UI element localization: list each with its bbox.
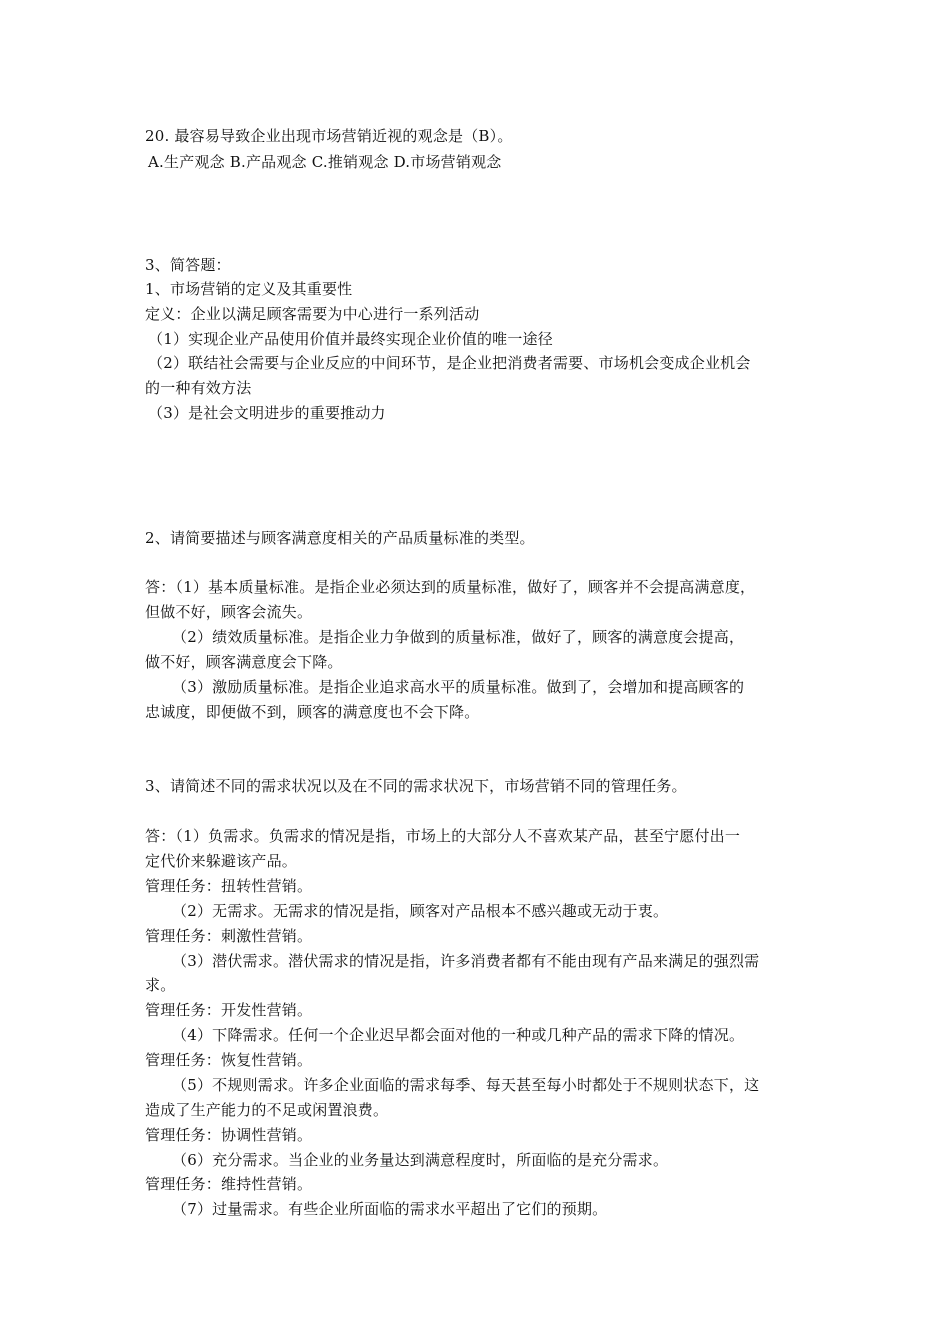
sa2-answer1-line1: 答：（1）基本质量标准。是指企业必须达到的质量标准，做好了，顾客并不会提高满意度， [145, 578, 756, 596]
sa3-task6: 管理任务：维持性营销。 [145, 1175, 313, 1193]
sa1-title: 1、市场营销的定义及其重要性 [145, 280, 353, 298]
sa3-demand3-line2: 求。 [145, 976, 176, 994]
q20-question: 20. 最容易导致企业出现市场营销近视的观念是（B）。 [145, 127, 513, 145]
sa2-title: 2、请简要描述与顾客满意度相关的产品质量标准的类型。 [145, 529, 535, 547]
sa1-point2-line1: （2）联结社会需要与企业反应的中间环节，是企业把消费者需要、市场机会变成企业机会 [148, 354, 751, 372]
sa3-demand5-line2: 造成了生产能力的不足或闲置浪费。 [145, 1101, 389, 1119]
sa2-answer1-line2: 但做不好，顾客会流失。 [145, 603, 313, 621]
sa3-task5: 管理任务：协调性营销。 [145, 1126, 313, 1144]
sa3-demand4: （4）下降需求。任何一个企业迟早都会面对他的一种或几种产品的需求下降的情况。 [172, 1026, 745, 1044]
sa3-demand1-line1: 答：（1）负需求。负需求的情况是指，市场上的大部分人不喜欢某产品，甚至宁愿付出一 [145, 827, 741, 845]
sa3-demand7: （7）过量需求。有些企业所面临的需求水平超出了它们的预期。 [172, 1200, 608, 1218]
sa2-answer2-line2: 做不好，顾客满意度会下降。 [145, 653, 343, 671]
sa3-demand1-line2: 定代价来躲避该产品。 [145, 852, 298, 870]
sa3-demand5-line1: （5）不规则需求。许多企业面临的需求每季、每天甚至每小时都处于不规则状态下，这 [172, 1076, 760, 1094]
sa1-point3: （3）是社会文明进步的重要推动力 [148, 404, 386, 422]
sa2-answer3-line2: 忠诚度，即便做不到，顾客的满意度也不会下降。 [145, 703, 480, 721]
sa2-answer2-line1: （2）绩效质量标准。是指企业力争做到的质量标准，做好了，顾客的满意度会提高， [172, 628, 745, 646]
sa1-point1: （1）实现企业产品使用价值并最终实现企业价值的唯一途径 [148, 330, 553, 348]
sa3-demand2: （2）无需求。无需求的情况是指，顾客对产品根本不感兴趣或无动于衷。 [172, 902, 669, 920]
sa3-task4: 管理任务：恢复性营销。 [145, 1051, 313, 1069]
sa3-task2: 管理任务：刺激性营销。 [145, 927, 313, 945]
sa3-task3: 管理任务：开发性营销。 [145, 1001, 313, 1019]
sa2-answer3-line1: （3）激励质量标准。是指企业追求高水平的质量标准。做到了，会增加和提高顾客的 [172, 678, 745, 696]
section-heading: 3、简答题： [145, 256, 231, 274]
sa3-task1: 管理任务：扭转性营销。 [145, 877, 313, 895]
sa1-point2-line2: 的一种有效方法 [145, 379, 252, 397]
sa3-demand6: （6）充分需求。当企业的业务量达到满意程度时，所面临的是充分需求。 [172, 1151, 669, 1169]
sa3-demand3-line1: （3）潜伏需求。潜伏需求的情况是指，许多消费者都有不能由现有产品来满足的强烈需 [172, 952, 760, 970]
q20-options: A.生产观念 B.产品观念 C.推销观念 D.市场营销观念 [148, 153, 502, 171]
sa3-title: 3、请简述不同的需求状况以及在不同的需求状况下，市场营销不同的管理任务。 [145, 777, 687, 795]
sa1-definition: 定义：企业以满足顾客需要为中心进行一系列活动 [145, 305, 480, 323]
